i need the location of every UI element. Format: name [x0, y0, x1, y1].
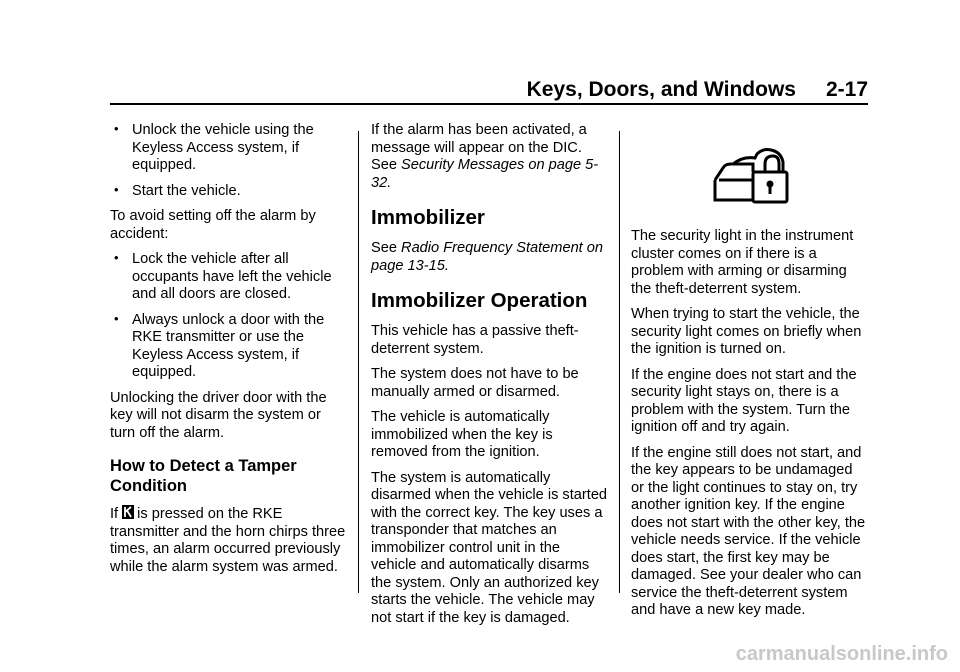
paragraph: The system is automatically disarmed when the vehicle is started with the correct key. The key uses a transponder that matches an immobilizer control unit in the vehicle and automatically disarms the system. Only an authorized key starts the vehicle. The vehicle may not start if the key is damaged. [371, 469, 608, 626]
paragraph: If the engine does not start and the security light stays on, there is a problem with the system. Turn the ignition off and try again. [631, 366, 857, 435]
watermark: carmanualsonline.info [735, 643, 948, 665]
bullet-item: • Lock the vehicle after all occupants have left the vehicle and all doors are closed. [114, 250, 332, 302]
bullet-item: • Unlock the vehicle using the Keyless Access system, if equipped. [114, 121, 314, 173]
column-divider-1 [358, 131, 359, 593]
heading-immobilizer-operation: Immobilizer Operation [371, 289, 588, 312]
heading-immobilizer: Immobilizer [371, 206, 485, 229]
paragraph: If the engine still does not start, and the key appears to be undamaged or the light continues to stay on, try another ignition key. If the engine does not start with the other key, the vehicle needs service. If the vehicle does start, the first key may be damaged. See your dealer who can service the theft-deterrent system and have a new key made. [631, 444, 866, 618]
column-2 [371, 122, 609, 635]
remote-lock-icon [122, 505, 134, 519]
paragraph: See Radio Frequency Statement on page 13-15. [371, 240, 604, 274]
paragraph: The vehicle is automatically immobilized when the key is removed from the ignition. [371, 409, 553, 460]
cross-reference: Security Messages on page 5-32. [371, 157, 599, 191]
column-1 [110, 122, 348, 584]
bullet-item: • Start the vehicle. [114, 181, 241, 199]
header-rule [110, 103, 868, 105]
paragraph: The security light in the instrument cluster comes on if there is a problem with arming or disarming the theft-deterrent system. [631, 228, 854, 297]
section-title: Keys, Doors, and Windows [526, 78, 796, 101]
paragraph: When trying to start the vehicle, the security light comes on briefly when the ignition is turned on. [631, 306, 862, 357]
page-number: 2-17 [825, 78, 868, 101]
paragraph: This vehicle has a passive theft-deterrent system. [371, 323, 579, 357]
bullet-icon: • [114, 121, 119, 136]
bullet-icon: • [114, 181, 119, 197]
paragraph: The system does not have to be manually armed or disarmed. [371, 366, 579, 400]
bullet-icon: • [114, 250, 119, 265]
security-lock-icon [631, 126, 869, 226]
column-divider-2 [619, 131, 620, 593]
paragraph: To avoid setting off the alarm by accident: [110, 208, 316, 242]
paragraph-tamper: If is pressed on the RKE transmitter and the horn chirps three times, an alarm occurred previously while the alarm system was armed. [110, 506, 346, 575]
cross-reference: Radio Frequency Statement on page 13-15. [371, 240, 604, 274]
paragraph: If the alarm has been activated, a message will appear on the DIC. See Security Messages on page 5-32. [371, 122, 599, 191]
column-3 [631, 122, 869, 628]
page-header [527, 78, 868, 102]
bullet-item: • Always unlock a door with the RKE transmitter or use the Keyless Access system, if equipped. [114, 310, 325, 380]
heading-tamper: How to Detect a Tamper Condition [110, 457, 297, 495]
bullet-icon: • [114, 310, 119, 326]
paragraph: Unlocking the driver door with the key will not disarm the system or turn off the alarm. [110, 389, 327, 441]
